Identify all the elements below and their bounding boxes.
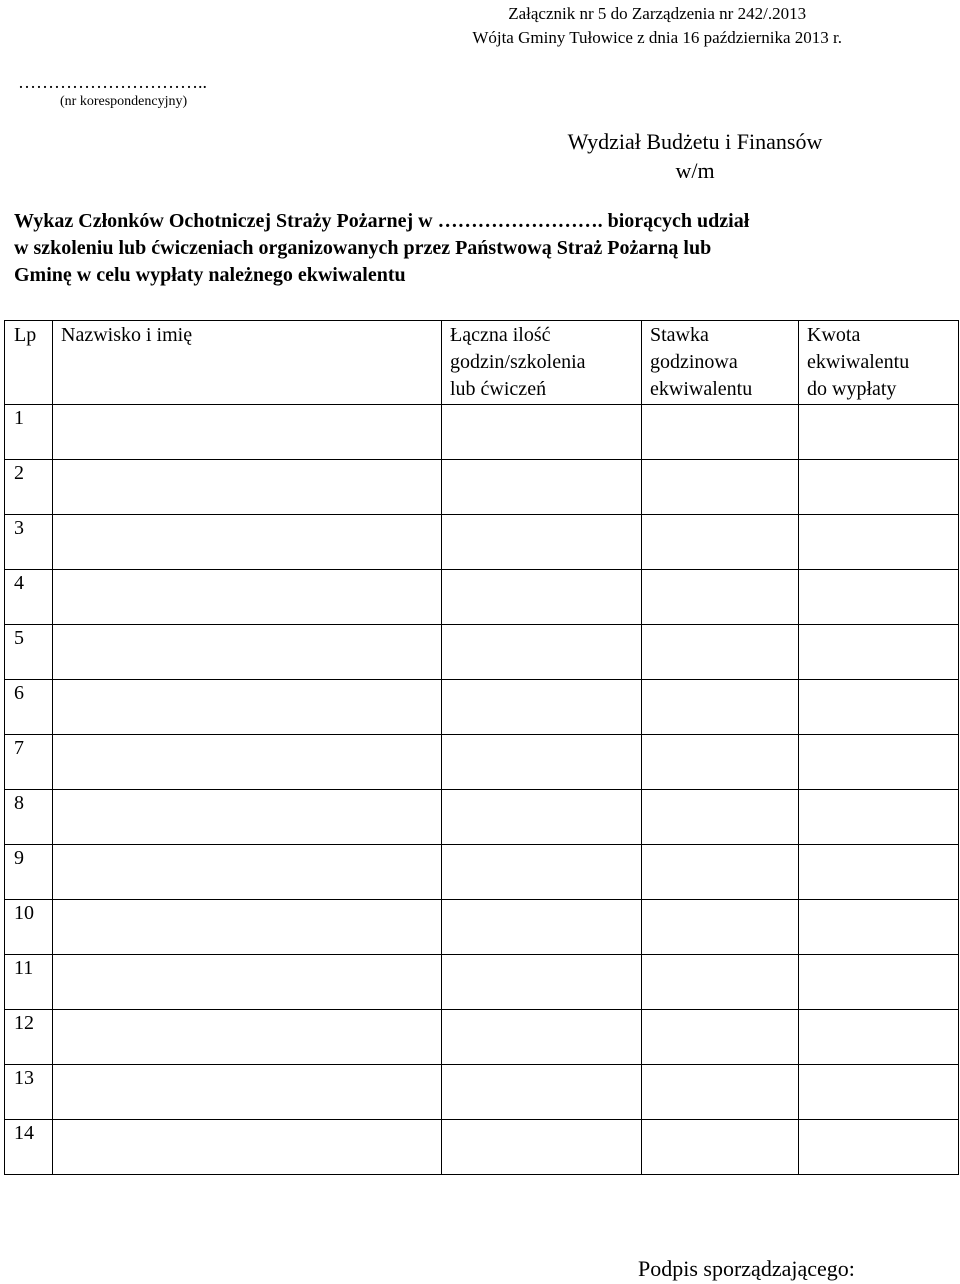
payout-amount-cell[interactable] [799,790,959,845]
payout-amount-cell[interactable] [799,570,959,625]
hourly-rate-cell[interactable] [642,1010,799,1065]
name-cell[interactable] [53,680,442,735]
total-hours-cell[interactable] [442,570,642,625]
hourly-rate-cell[interactable] [642,790,799,845]
column-header-payout-amount-line2: ekwiwalentu [807,351,910,373]
row-number-cell [5,1010,53,1065]
row-number: 5 [14,627,24,649]
document-title-line3: Gminę w celu wypłaty należnego ekwiwalentu [14,264,406,286]
hourly-rate-cell[interactable] [642,460,799,515]
row-number: 4 [14,572,24,594]
table-header-row [5,321,959,405]
column-header-payout-amount [799,321,959,405]
attachment-note-line1: Załącznik nr 5 do Zarządzenia nr 242/.2013 [508,4,807,23]
total-hours-cell[interactable] [442,790,642,845]
hourly-rate-cell[interactable] [642,1120,799,1175]
column-header-total-hours-line3: lub ćwiczeń [450,378,547,400]
name-cell[interactable] [53,790,442,845]
hourly-rate-cell[interactable] [642,735,799,790]
total-hours-cell[interactable] [442,955,642,1010]
table-row [5,955,959,1010]
table-row [5,515,959,570]
column-header-payout-amount-line1: Kwota [807,324,861,346]
column-header-lp [5,321,53,405]
name-cell[interactable] [53,1120,442,1175]
table-row [5,790,959,845]
total-hours-cell[interactable] [442,405,642,460]
preparer-signature-label: Podpis sporządzającego: [638,1256,855,1281]
members-table-body [5,405,959,1175]
name-cell[interactable] [53,625,442,680]
name-cell[interactable] [53,515,442,570]
payout-amount-cell[interactable] [799,680,959,735]
name-cell[interactable] [53,955,442,1010]
row-number-cell [5,735,53,790]
row-number: 9 [14,847,24,869]
payout-amount-cell[interactable] [799,1065,959,1120]
attachment-note-line2: Wójta Gminy Tułowice z dnia 16 października 2013 r. [472,28,842,47]
payout-amount-cell[interactable] [799,515,959,570]
total-hours-cell[interactable] [442,515,642,570]
row-number-cell [5,845,53,900]
total-hours-cell[interactable] [442,1120,642,1175]
payout-amount-cell[interactable] [799,845,959,900]
hourly-rate-cell[interactable] [642,680,799,735]
members-table [4,320,959,1175]
payout-amount-cell[interactable] [799,625,959,680]
name-cell[interactable] [53,1065,442,1120]
table-row [5,900,959,955]
row-number-cell [5,625,53,680]
hourly-rate-cell[interactable] [642,900,799,955]
name-cell[interactable] [53,570,442,625]
table-row [5,1065,959,1120]
column-header-payout-amount-line3: do wypłaty [807,378,897,400]
table-row [5,845,959,900]
name-cell[interactable] [53,460,442,515]
name-cell[interactable] [53,405,442,460]
department-location: w/m [675,158,715,183]
row-number-cell [5,955,53,1010]
attachment-note [472,2,842,50]
total-hours-cell[interactable] [442,460,642,515]
name-cell[interactable] [53,845,442,900]
correspondence-number-label: (nr korespondencyjny) [60,94,188,109]
hourly-rate-cell[interactable] [642,405,799,460]
column-header-total-hours-line2: godzin/szkolenia [450,351,586,373]
name-cell[interactable] [53,900,442,955]
table-row [5,735,959,790]
total-hours-cell[interactable] [442,900,642,955]
table-row [5,680,959,735]
hourly-rate-cell[interactable] [642,625,799,680]
department-name: Wydział Budżetu i Finansów [567,129,823,154]
correspondence-number-placeholder: ………………………….. [18,72,207,92]
column-header-total-hours [442,321,642,405]
total-hours-cell[interactable] [442,735,642,790]
hourly-rate-cell[interactable] [642,1065,799,1120]
row-number-cell [5,1120,53,1175]
row-number: 2 [14,462,24,484]
table-row [5,1010,959,1065]
total-hours-cell[interactable] [442,845,642,900]
row-number-cell [5,405,53,460]
table-row [5,1120,959,1175]
table-row [5,460,959,515]
row-number-cell [5,570,53,625]
row-number-cell [5,790,53,845]
payout-amount-cell[interactable] [799,405,959,460]
row-number: 7 [14,737,24,759]
total-hours-cell[interactable] [442,1010,642,1065]
table-row [5,570,959,625]
name-cell[interactable] [53,1010,442,1065]
row-number-cell [5,1065,53,1120]
total-hours-cell[interactable] [442,1065,642,1120]
table-row [5,405,959,460]
column-header-name [53,321,442,405]
row-number: 11 [14,957,34,979]
row-number: 13 [14,1067,34,1089]
column-header-name-label: Nazwisko i imię [61,324,193,346]
row-number-cell [5,900,53,955]
row-number: 3 [14,517,24,539]
hourly-rate-cell[interactable] [642,515,799,570]
column-header-total-hours-line1: Łączna ilość [450,324,551,346]
row-number: 1 [14,407,24,429]
payout-amount-cell[interactable] [799,735,959,790]
total-hours-cell[interactable] [442,680,642,735]
hourly-rate-cell[interactable] [642,845,799,900]
payout-amount-cell[interactable] [799,900,959,955]
department-addressee [560,127,830,185]
table-row [5,625,959,680]
row-number-cell [5,515,53,570]
column-header-hourly-rate [642,321,799,405]
hourly-rate-cell[interactable] [642,570,799,625]
row-number: 12 [14,1012,34,1034]
row-number: 14 [14,1122,34,1144]
row-number-cell [5,680,53,735]
row-number-cell [5,460,53,515]
payout-amount-cell[interactable] [799,1120,959,1175]
document-title-line2: w szkoleniu lub ćwiczeniach organizowanych przez Państwową Straż Pożarną lub [14,237,712,259]
document-title-line1: Wykaz Członków Ochotniczej Straży Pożarnej w ……………………. biorących udział [14,210,750,232]
payout-amount-cell[interactable] [799,1010,959,1065]
hourly-rate-cell[interactable] [642,955,799,1010]
name-cell[interactable] [53,735,442,790]
row-number: 8 [14,792,24,814]
document-title [14,208,914,289]
payout-amount-cell[interactable] [799,460,959,515]
total-hours-cell[interactable] [442,625,642,680]
column-header-hourly-rate-line3: ekwiwalentu [650,378,753,400]
column-header-lp-label: Lp [14,324,37,346]
payout-amount-cell[interactable] [799,955,959,1010]
row-number: 6 [14,682,24,704]
row-number: 10 [14,902,34,924]
column-header-hourly-rate-line1: Stawka [650,324,709,346]
column-header-hourly-rate-line2: godzinowa [650,351,738,373]
